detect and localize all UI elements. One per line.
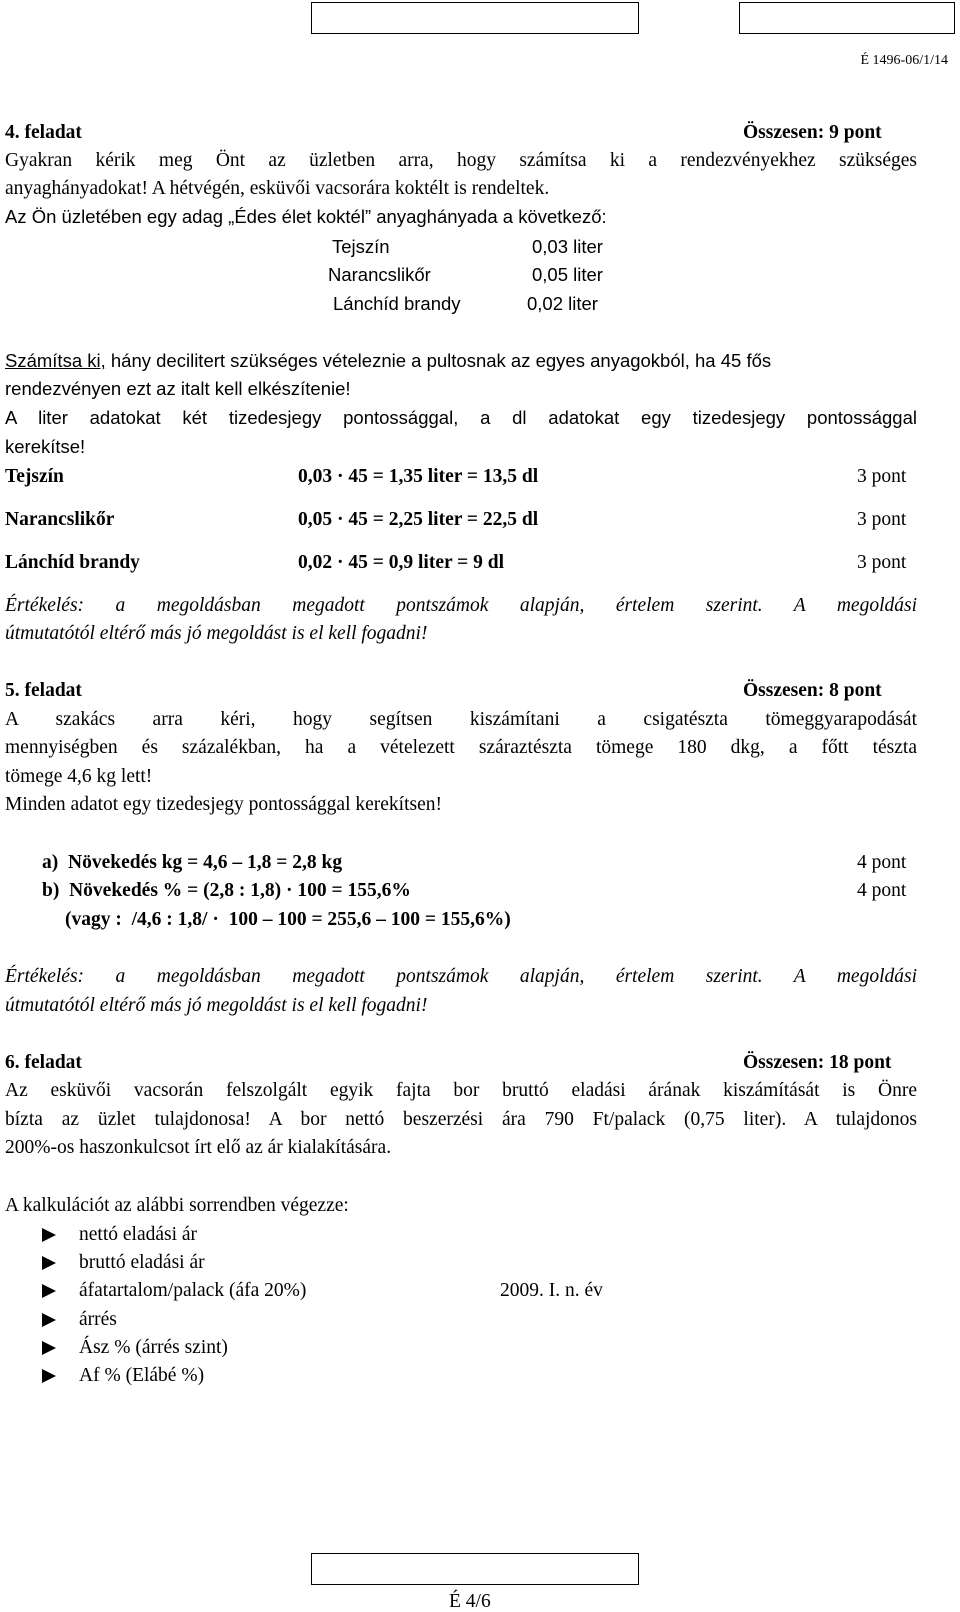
bullet-arrow-icon: [42, 1369, 56, 1383]
task5-title: 5. feladat: [5, 680, 82, 701]
ingredient-amount: 0,02 liter: [527, 293, 598, 314]
task5-solution-a: a) Növekedés kg = 4,6 – 1,8 = 2,8 kg: [42, 852, 343, 873]
task4-question-line1: [5, 352, 771, 371]
solution-name: Narancslikőr: [5, 509, 115, 530]
bullet-arrow-icon: [42, 1228, 56, 1242]
task6-paragraph-line1: Az esküvői vacsorán felszolgált egyik fajta bor bruttó eladási árának kiszámítását is Önre: [5, 1080, 917, 1101]
task6-list-item: nettó eladási ár: [79, 1224, 198, 1245]
footer-box: [311, 1553, 639, 1585]
task5-solution-a-points: 4 pont: [857, 852, 907, 873]
task6-title: 6. feladat: [5, 1052, 82, 1073]
task5-solution-b-points: 4 pont: [857, 880, 907, 901]
task4-question-line4: kerekítse!: [5, 436, 86, 457]
solution-calc: 0,02 · 45 = 0,9 liter = 9 dl: [298, 552, 505, 573]
page-number: É 4/6: [449, 1591, 491, 1612]
task4-question-line3: A liter adatokat két tizedesjegy pontossággal, a dl adatokat egy tizedesjegy pontossággal: [5, 407, 917, 428]
task4-question-emphasis: Számítsa ki,: [5, 350, 106, 371]
task5-alternative-solution: (vagy : /4,6 : 1,8/ · 100 – 100 = 255,6 – 100 = 155,6%): [65, 909, 511, 930]
task6-list-item: bruttó eladási ár: [79, 1252, 205, 1273]
bullet-arrow-icon: [42, 1256, 56, 1270]
task5-total: Összesen: 8 pont: [743, 680, 882, 701]
task4-total: Összesen: 9 pont: [743, 122, 882, 143]
task4-question-rest: hány decilitert szükséges vételeznie a pultosnak az egyes anyagokból, ha 45 fős: [105, 350, 772, 371]
header-box-right: [739, 2, 955, 34]
task4-question-line2: rendezvényen ezt az italt kell elkészítenie!: [5, 378, 351, 399]
task6-list-item: árrés: [79, 1309, 117, 1330]
task6-list-item: Ász % (árrés szint): [79, 1337, 228, 1358]
task5-paragraph-line1: A szakács arra kéri, hogy segítsen kiszámítani a csigatészta tömeggyarapodását: [5, 709, 917, 730]
task6-list-item: áfatartalom/palack (áfa 20%): [79, 1280, 307, 1301]
ingredient-name: Lánchíd brandy: [333, 293, 461, 314]
task5-evaluation-line2: útmutatótól eltérő más jó megoldást is el kell fogadni!: [5, 995, 428, 1016]
bullet-arrow-icon: [42, 1284, 56, 1298]
ingredient-amount: 0,03 liter: [532, 236, 603, 257]
task4-paragraph-line2: anyaghányadokat! A hétvégén, esküvői vacsorára koktélt is rendeltek.: [5, 178, 550, 199]
task5-solution-b: b) Növekedés % = (2,8 : 1,8) · 100 = 155,6%: [42, 880, 411, 901]
ingredient-name: Tejszín: [332, 236, 390, 257]
solution-name: Tejszín: [5, 466, 64, 487]
task6-paragraph-line3: 200%-os haszonkulcsot írt elő az ár kialakítására.: [5, 1137, 392, 1158]
solution-name: Lánchíd brandy: [5, 552, 140, 573]
bullet-arrow-icon: [42, 1313, 56, 1327]
solution-points: 3 pont: [857, 552, 907, 573]
document-code: É 1496-06/1/14: [860, 53, 948, 68]
ingredient-name: Narancslikőr: [328, 264, 431, 285]
task6-total: Összesen: 18 pont: [743, 1052, 892, 1073]
solution-points: 3 pont: [857, 509, 907, 530]
task4-paragraph-line3: Az Ön üzletében egy adag „Édes élet koktél” anyaghányada a következő:: [5, 206, 607, 227]
task5-paragraph-line3: tömege 4,6 kg lett!: [5, 766, 153, 787]
header-box-left: [311, 2, 639, 34]
task4-paragraph-line1: Gyakran kérik meg Önt az üzletben arra, hogy számítsa ki a rendezvényekhez szükséges: [5, 150, 917, 171]
task4-evaluation-line2: útmutatótól eltérő más jó megoldást is el kell fogadni!: [5, 623, 428, 644]
task5-paragraph-line4: Minden adatot egy tizedesjegy pontossággal kerekítsen!: [5, 794, 442, 815]
bullet-arrow-icon: [42, 1341, 56, 1355]
solution-calc: 0,05 · 45 = 2,25 liter = 22,5 dl: [298, 509, 539, 530]
solution-points: 3 pont: [857, 466, 907, 487]
task6-list-item: Af % (Elábé %): [79, 1365, 205, 1386]
solution-calc: 0,03 · 45 = 1,35 liter = 13,5 dl: [298, 466, 539, 487]
task5-paragraph-line2: mennyiségben és százalékban, ha a vételezett száraztészta tömege 180 dkg, a főtt tészta: [5, 737, 917, 758]
task6-note: 2009. I. n. év: [500, 1280, 603, 1301]
task4-evaluation-line1: Értékelés: a megoldásban megadott pontszámok alapján, értelem szerint. A megoldási: [5, 595, 917, 616]
task4-title: 4. feladat: [5, 122, 82, 143]
task6-paragraph-line4: A kalkulációt az alábbi sorrendben végezze:: [5, 1195, 349, 1216]
task6-paragraph-line2: bízta az üzlet tulajdonosa! A bor nettó beszerzési ára 790 Ft/palack (0,75 liter). A tulajdonos: [5, 1109, 917, 1130]
ingredient-amount: 0,05 liter: [532, 264, 603, 285]
task5-evaluation-line1: Értékelés: a megoldásban megadott pontszámok alapján, értelem szerint. A megoldási: [5, 966, 917, 987]
